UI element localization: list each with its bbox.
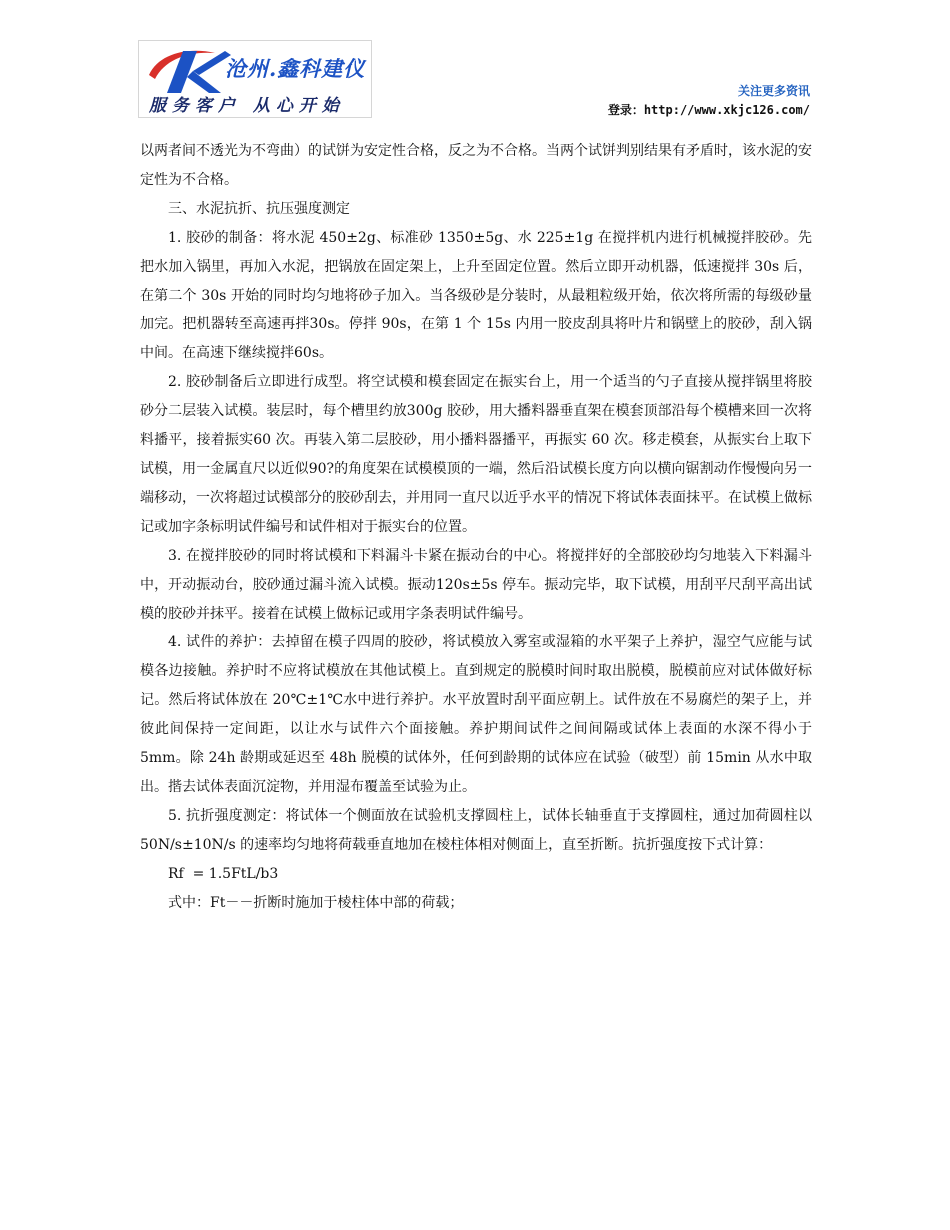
paragraph: 式中：Ft－－折断时施加于棱柱体中部的荷载； <box>168 894 464 911</box>
k-logo-icon <box>145 45 235 97</box>
paragraph: 5. 抗折强度测定：将试体一个侧面放在试验机支撑圆柱上，试体长轴垂直于支撑圆柱，通过加荷圆柱以 50N/s±10N/s 的速率均匀地将荷载垂直地加在棱柱体相对侧面上，直至折断。抗折强度按下式计算： <box>140 807 812 853</box>
paragraph: 1. 胶砂的制备：将水泥 450±2g、标准砂 1350±5g、水 225±1g 在搅拌机内进行机械搅拌胶砂。先把水加入锅里，再加入水泥，把锅放在固定架上，上升至固定位置。然后立即开动机器，低速搅拌 30s 后，在第二个 30s 开始的同时均匀地将砂子加入。当各级砂是分装时，从最粗粒级开始，依次将所需的每级砂量加完。把机器转至高速再拌30s。停拌 90s，在第 1 个 15s 内用一胶皮刮具将叶片和锅壁上的胶砂，刮入锅中间。在高速下继续搅拌60s。 <box>140 229 812 362</box>
more-info-link[interactable]: 关注更多资讯 <box>737 84 810 98</box>
company-logo[interactable] <box>138 40 372 118</box>
paragraph: 以两者间不透光为不弯曲）的试饼为安定性合格，反之为不合格。当两个试饼判别结果有矛盾时，该水泥的安定性为不合格。 <box>140 143 812 188</box>
login-url-link[interactable]: 登录：http://www.xkjc126.com/ <box>607 103 810 117</box>
formula: Rf = 1.5FtL/b3 <box>168 865 279 882</box>
header-links <box>608 82 810 120</box>
logo-company-name: 沧州.鑫科建仪 <box>225 56 366 81</box>
paragraph: 3. 在搅拌胶砂的同时将试模和下料漏斗卡紧在振动台的中心。将搅拌好的全部胶砂均匀地装入下料漏斗中，开动振动台，胶砂通过漏斗流入试模。振动120s±5s 停车。振动完毕，取下试模，用刮平尺刮平高出试模的胶砂并抹平。接着在试模上做标记或用字条表明试件编号。 <box>140 547 812 622</box>
section-heading: 三、水泥抗折、抗压强度测定 <box>168 200 350 217</box>
paragraph: 2. 胶砂制备后立即进行成型。将空试模和模套固定在振实台上，用一个适当的勺子直接从搅拌锅里将胶砂分二层装入试模。装层时，每个槽里约放300g 胶砂，用大播料器垂直架在模套顶部沿每个模槽来回一次将料播平，接着振实60 次。再装入第二层胶砂，用小播料器播平，再振实 60 次。移走模套，从振实台上取下试模，用一金属直尺以近似90?的角度架在试模模顶的一端，然后沿试模长度方向以横向锯割动作慢慢向另一端移动，一次将超过试模部分的胶砂刮去，并用同一直尺以近乎水平的情况下将试体表面抹平。在试模上做标记或加字条标明试件编号和试件相对于振实台的位置。 <box>140 374 812 535</box>
document-body <box>140 137 812 917</box>
logo-slogan: 服务客户 从心开始 <box>149 96 345 116</box>
paragraph: 4. 试件的养护：去掉留在模子四周的胶砂，将试模放入雾室或湿箱的水平架子上养护，湿空气应能与试模各边接触。养护时不应将试模放在其他试模上。直到规定的脱模时间时取出脱模，脱模前应对试体做好标记。然后将试体放在 20℃±1℃水中进行养护。水平放置时刮平面应朝上。试件放在不易腐烂的架子上，并彼此间保持一定间距，以让水与试件六个面接触。养护期间试件之间间隔或试体上表面的水深不得小于 5mm。除 24h 龄期或延迟至 48h 脱模的试体外，任何到龄期的试体应在试验（破型）前 15min 从水中取出。揩去试体表面沉淀物，并用湿布覆盖至试验为止。 <box>140 634 812 795</box>
